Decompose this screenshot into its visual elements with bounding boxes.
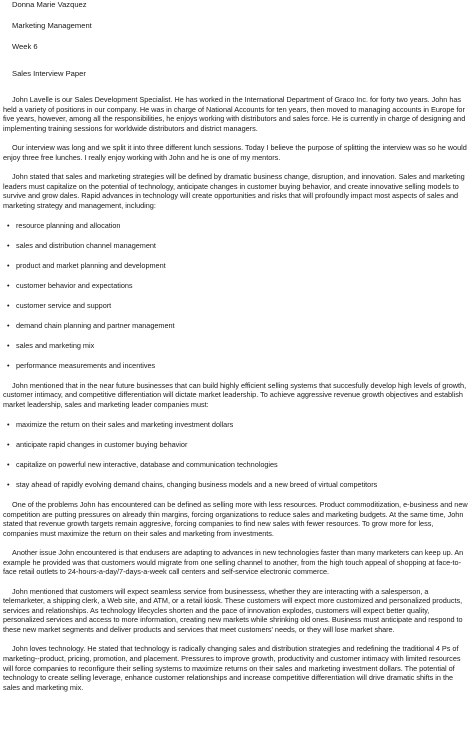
- bullet-icon: •: [7, 240, 10, 250]
- document-title: Sales Interview Paper: [12, 69, 86, 78]
- bullet-item: [3, 480, 469, 490]
- bullet-text: performance measurements and incentives: [16, 360, 156, 370]
- paragraph: Another issue John encountered is that endusers are adapting to advances in new technologies faster than many marketers can keep up. An example he provided was that customers would migrate from one selling channel to another, from the high touch appeal of shopping at face-to-face retail outlets to 24-hours-a-day/7-days-a-week call centers and self-service electronic commerce.: [3, 548, 464, 577]
- paragraph: John Lavelle is our Sales Development Specialist. He has worked in the International Department of Graco Inc. for forty two years. John has held a variety of positions in our company. He was in charge of National Accounts for ten years, then moved to managing accounts in Europe for five years, however, among all the responsibilities, he enjoys working with distributors and sales force. He is currently in charge of designing and implementing training sessions for worldwide distributors and district managers.: [3, 95, 466, 133]
- bullet-text: maximize the return on their sales and marketing investment dollars: [16, 419, 234, 429]
- bullet-item: [3, 341, 469, 351]
- bullet-item: [3, 261, 469, 271]
- bullet-text: capitalize on powerful new interactive, database and communication technologies: [16, 459, 278, 469]
- bullet-item: [3, 241, 469, 251]
- author-name: Donna Marie Vazquez: [12, 0, 87, 9]
- bullet-icon: •: [7, 300, 10, 310]
- bullet-icon: •: [7, 419, 10, 429]
- bullet-text: resource planning and allocation: [16, 220, 121, 230]
- bullet-text: sales and marketing mix: [16, 340, 95, 350]
- bullet-item: [3, 420, 469, 430]
- paragraph: One of the problems John has encountered can be defined as selling more with less resources. Product commoditization, e-business and new competition are putting pressures on already thin margins, forcing organizations to reduce sales and marketing budgets. At the same time, John stated that revenue growth targets remain aggresive, forcing companies to find new sales with fewer resources. To grow more for less, companies must maximize the return on their sales and marketing from investments.: [3, 499, 468, 538]
- bullet-icon: •: [7, 360, 10, 370]
- paragraph: John mentioned that in the near future businesses that can build highly efficient selling systems that succesfully develop high levels of growth, customer intimacy, and competitive differentiation will dictate market leadership. To achieve aggressive revenue growth objectives and establish market leadership, sales and marketing leader companies must:: [3, 380, 467, 409]
- bullet-icon: •: [7, 260, 10, 270]
- bullet-icon: •: [7, 280, 10, 290]
- bullet-icon: •: [7, 439, 10, 449]
- week-label: Week 6: [12, 42, 38, 51]
- bullet-icon: •: [7, 459, 10, 469]
- paragraph: John stated that sales and marketing strategies will be defined by dramatic business change, disruption, and innovation. Sales and marketing leaders must capitalize on the potential of technology, anticipate changes in customer buying behavior, and create innovative selling models to survive and grow dales. Rapid advances in technology will create opportunities and risks that will profoundly impact most aspects of sales and marketing strategy and management, including:: [3, 172, 465, 210]
- bullet-text: customer behavior and expectations: [16, 280, 133, 290]
- bullet-text: demand chain planning and partner management: [16, 320, 175, 330]
- bullet-item: [3, 221, 469, 231]
- bullet-item: [3, 460, 469, 470]
- document-body: [3, 95, 469, 692]
- bullet-icon: •: [7, 340, 10, 350]
- bullet-icon: •: [7, 220, 10, 230]
- bullet-text: stay ahead of rapidly evolving demand chains, changing business models and a new breed of virtual competitors: [16, 479, 378, 489]
- bullet-item: [3, 301, 469, 311]
- bullet-icon: •: [7, 320, 10, 330]
- bullet-item: [3, 440, 469, 450]
- paragraph: John loves technology. He stated that technology is radically changing sales and distribution strategies and redefining the traditional 4 Ps of marketing--product, pricing, promotion, and placement. Pressures to improve growth, productivity and customer intimacy with limited resources will force companies to reconfigure their selling systems to maximize returns on their sales and marketing investment dollars. The potential of technology to create selling leverage, enhance customer relationships and increase competitive differentiation will drive dramatic shifts in the sales and marketing mix.: [3, 644, 461, 692]
- bullet-text: anticipate rapid changes in customer buying behavior: [16, 439, 188, 449]
- bullet-item: [3, 321, 469, 331]
- course-name: Marketing Management: [12, 21, 92, 30]
- paragraph: Our interview was long and we split it into three different lunch sessions. Today I believe the purpose of splitting the interview was so he would enjoy three free lunches. I really enjoy working with John and he is one of my mentors.: [3, 143, 467, 162]
- bullet-text: customer service and support: [16, 300, 112, 310]
- bullet-item: [3, 361, 469, 371]
- bullet-text: product and market planning and development: [16, 260, 166, 270]
- paragraph: John mentioned that customers will expect seamless service from businessess, whether they are interacting with a salesperson, a telemarketer, a shipping clerk, a Web site, and ATM, or a retail kiosk. These customers will expect more customized and personalized products, services and relationships. As technology lifecycles shorten and the pace of innovation explodes, customers will expect better quality, personalized services and access to more information, creating new markets while shrinking old ones. Business must anticipate and respond to these new market segments and deliver products and services that meet customers' needs, or they will lose market share.: [3, 586, 463, 635]
- bullet-item: [3, 281, 469, 291]
- bullet-icon: •: [7, 479, 10, 489]
- bullet-text: sales and distribution channel management: [16, 240, 156, 250]
